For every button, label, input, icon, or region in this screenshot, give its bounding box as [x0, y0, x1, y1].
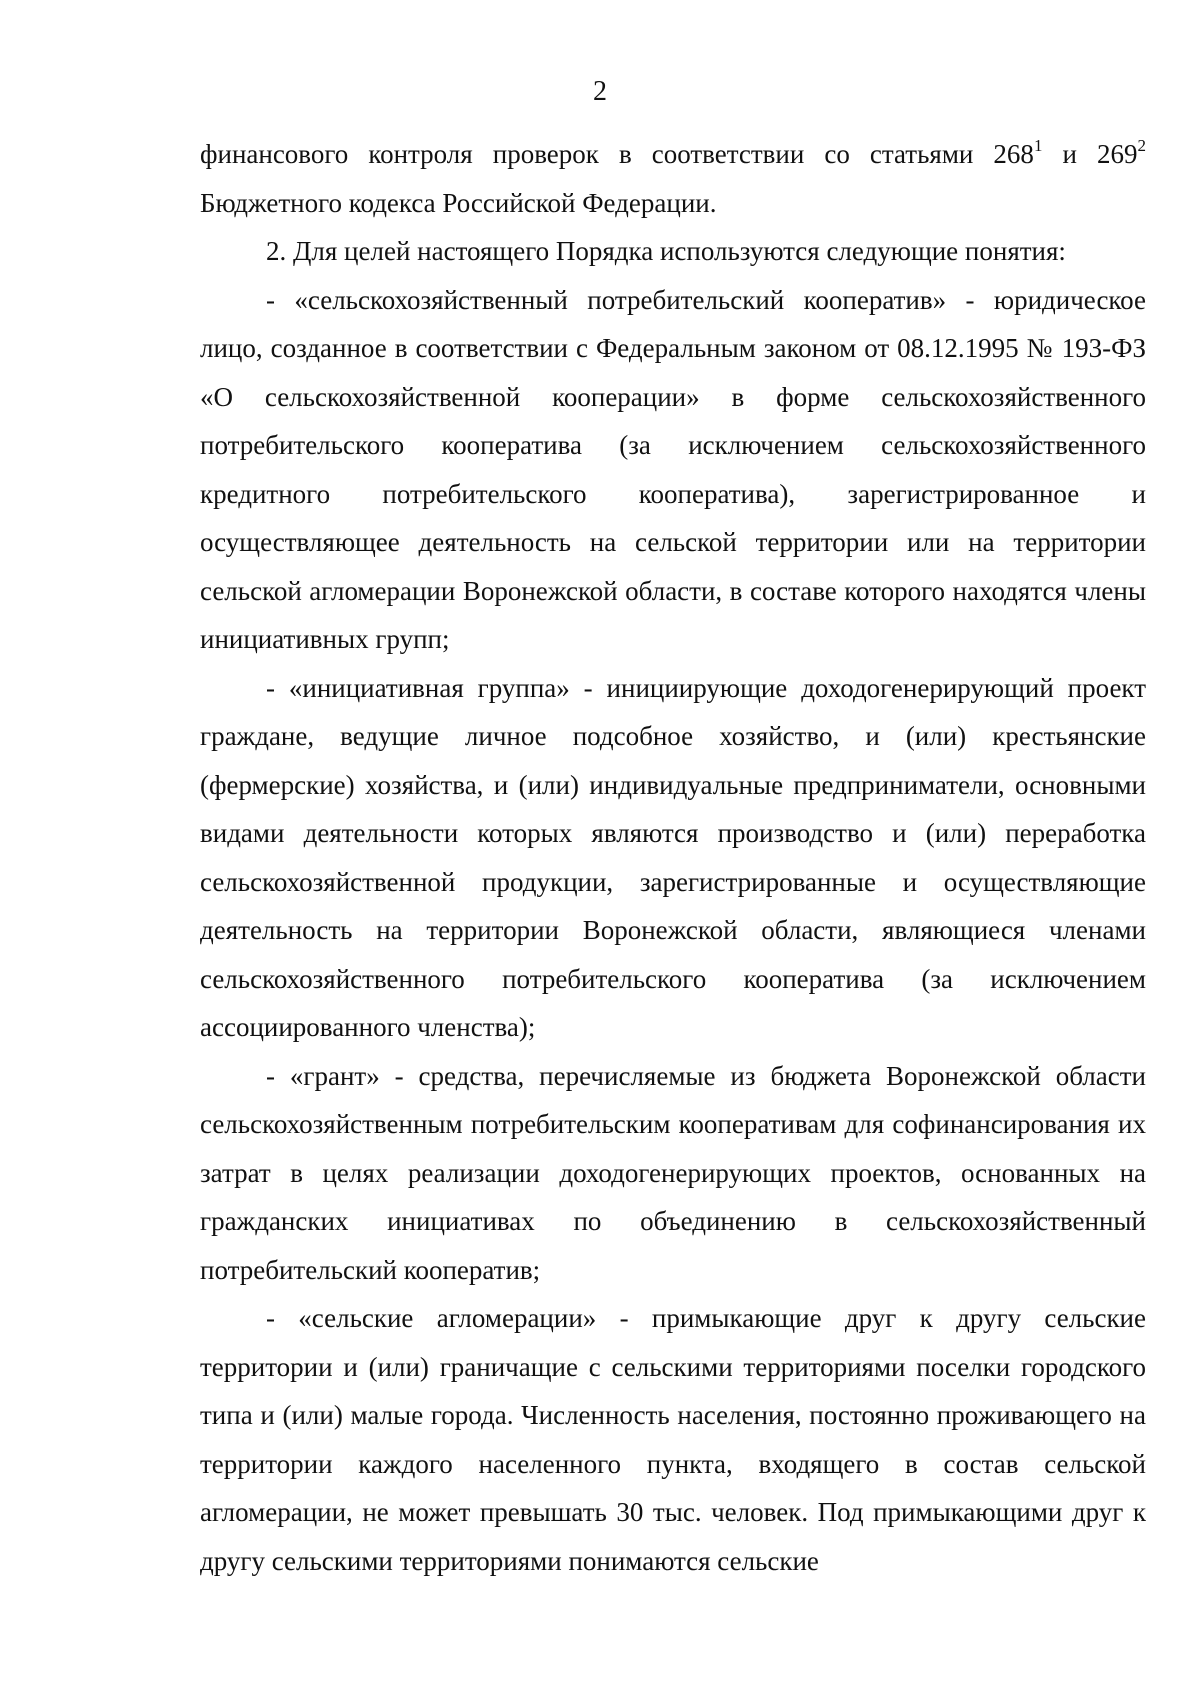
paragraph-definition-agglomeration: - «сельские агломерации» - примыкающие друг к другу сельские территории и (или) граничащие с сельскими территориями поселки городского типа и (или) малые города. Численность населения, постоянно проживающего на территории каждого населенного пункта, входящего в состав сельской агломерации, не может превышать 30 тыс. человек. Под примыкающими друг к другу сельскими территориями понимаются сельские — [200, 1303, 1146, 1576]
paragraph-text: и 269 — [1042, 139, 1138, 169]
superscript-index: 2 — [1137, 136, 1146, 155]
paragraph-definition-cooperative: - «сельскохозяйственный потребительский кооператив» - юридическое лицо, созданное в соответствии с Федеральным законом от 08.12.1995 № 193-ФЗ «О сельскохозяйственной кооперации» в форме сельскохозяйственного потребительского кооператива (за исключением сельскохозяйственного кредитного потребительского кооператива), зарегистрированное и осуществляющее деятельность на сельской территории или на территории сельской агломерации Воронежской области, в составе которого находятся члены инициативных групп; — [200, 284, 1146, 654]
page-number: 2 — [593, 76, 607, 107]
paragraph-text: Бюджетного кодекса Российской Федерации. — [200, 187, 717, 218]
superscript-index: 1 — [1033, 136, 1043, 155]
paragraph-definition-grant: - «грант» - средства, перечисляемые из бюджета Воронежской области сельскохозяйственным потребительским кооперативам для софинансирования их затрат в целях реализации доходогенерирующих проектов, основанных на гражданских инициативах по объединению в сельскохозяйственный потребительский кооператив; — [200, 1060, 1146, 1285]
paragraph-definitions-intro: 2. Для целей настоящего Порядка используются следующие понятия: — [266, 236, 1066, 266]
paragraph-definition-initiative-group: - «инициативная группа» - инициирующие доходогенерирующий проект граждане, ведущие личное подсобное хозяйство, и (или) крестьянские (фермерские) хозяйства, и (или) индивидуальные предприниматели, основными видами деятельности которых являются производство и (или) переработка сельскохозяйственной продукции, зарегистрированные и осуществляющие деятельность на территории Воронежской области, являющиеся членами сельскохозяйственного потребительского кооператива (за исключением ассоциированного членства); — [200, 672, 1146, 1042]
paragraph-continuation — [200, 130, 1146, 227]
paragraph-text: финансового контроля проверок в соответствии со статьями 268 — [200, 139, 1034, 169]
document-body — [200, 130, 1146, 1585]
